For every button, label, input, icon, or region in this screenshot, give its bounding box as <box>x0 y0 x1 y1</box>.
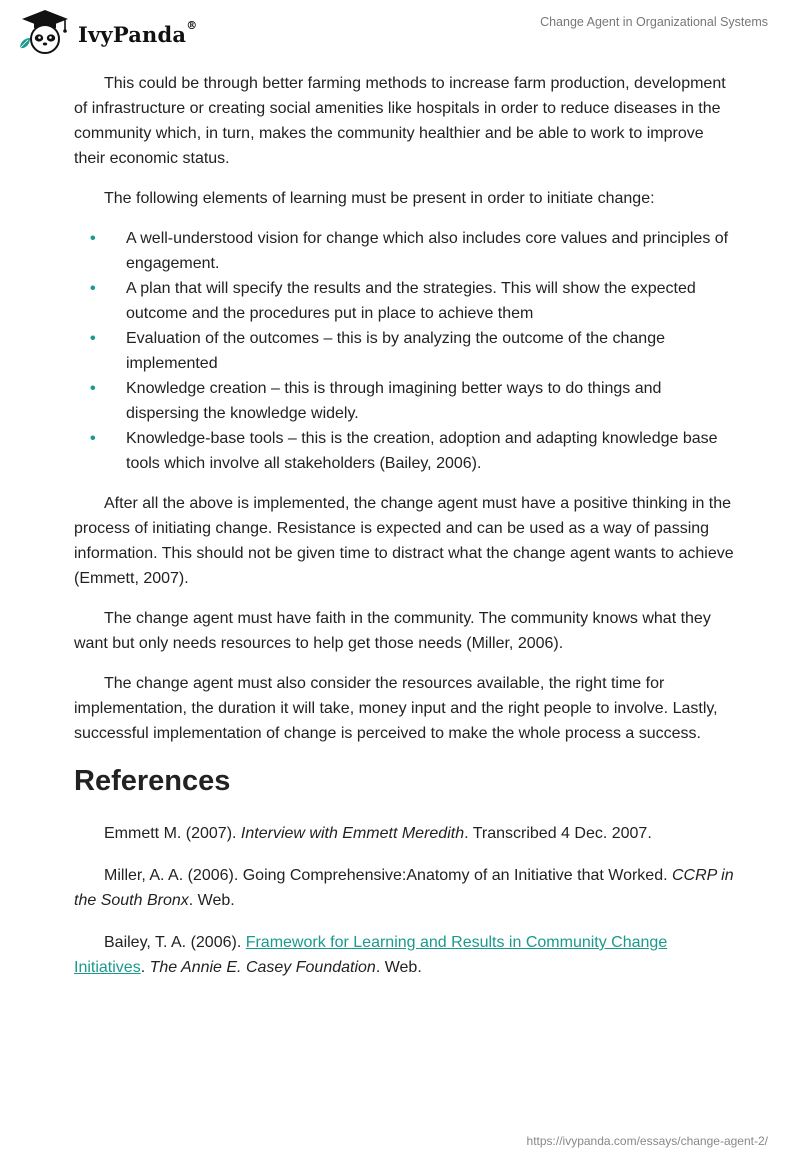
panda-logo-icon <box>14 8 76 56</box>
paragraph: This could be through better farming methods to increase farm production, development of infrastructure or creating social amenities like hospitals in order to reduce diseases in the community which, in turn, makes the community healthier and be able to work to improve their economic status. <box>74 75 726 167</box>
list-item <box>74 376 734 426</box>
paragraph: The change agent must also consider the resources available, the right time for implementation, the duration it will take, money input and the right people to involve. Lastly, successful implementation of change is perceived to make the whole process a success. <box>74 675 718 742</box>
reference-entry <box>74 821 734 846</box>
reference-text: Bailey, T. A. (2006). <box>104 934 246 951</box>
references-heading: References <box>74 765 231 797</box>
reference-text: . Transcribed 4 Dec. 2007. <box>464 825 652 842</box>
reference-publisher: The Annie E. Casey Foundation <box>149 959 376 976</box>
list-item-text: Evaluation of the outcomes – this is by analyzing the outcome of the change implemented <box>126 330 665 372</box>
list-item <box>74 226 734 276</box>
paragraph: The following elements of learning must be present in order to initiate change: <box>104 190 655 207</box>
list-item-text: A well-understood vision for change which also includes core values and principles of engagement. <box>126 230 729 272</box>
registered-mark: ® <box>186 19 198 32</box>
bullet-icon: • <box>90 230 96 247</box>
reference-text: . Web. <box>188 892 235 909</box>
list-item-text: Knowledge creation – this is through imagining better ways to do things and dispersing the knowledge widely. <box>126 380 662 422</box>
brand-name: IvyPanda® <box>78 19 198 47</box>
essay-content <box>74 71 734 997</box>
reference-text: . <box>140 959 150 976</box>
bullet-icon: • <box>90 330 96 347</box>
list-item <box>74 326 734 376</box>
reference-title: Interview with Emmett Meredith <box>240 825 465 842</box>
list-item <box>74 426 734 476</box>
paragraph: After all the above is implemented, the change agent must have a positive thinking in the process of initiating change. Resistance is expected and can be used as a way of passing information. This should not be given time to distract what the change agent wants to achieve (Emmett, 2007). <box>74 495 734 587</box>
reference-text: Miller, A. A. (2006). Going Comprehensive:Anatomy of an Initiative that Worked. <box>104 867 672 884</box>
list-item-text: Knowledge-base tools – this is the creation, adoption and adapting knowledge base tools which involve all stakeholders (Bailey, 2006). <box>126 430 718 472</box>
source-url[interactable]: https://ivypanda.com/essays/change-agent-2/ <box>526 1134 768 1148</box>
reference-entry <box>74 863 734 913</box>
reference-text: . Web. <box>375 959 422 976</box>
reference-entry <box>74 930 734 980</box>
bullet-icon: • <box>90 280 96 297</box>
reference-title: CCRP in the South Bronx <box>74 867 734 909</box>
list-item <box>74 276 734 326</box>
ivypanda-logo[interactable] <box>14 8 204 56</box>
framework-reference-link[interactable]: Framework for Learning and Results in Community Change Initiatives <box>74 934 668 976</box>
learning-elements-list <box>74 226 734 476</box>
page-header <box>0 0 800 64</box>
bullet-icon: • <box>90 380 96 397</box>
document-title: Change Agent in Organizational Systems <box>540 15 768 29</box>
reference-text: Emmett M. (2007). <box>104 825 241 842</box>
list-item-text: A plan that will specify the results and the strategies. This will show the expected outcome and the procedures put in place to achieve them <box>126 280 696 322</box>
paragraph: The change agent must have faith in the community. The community knows what they want but only needs resources to help get those needs (Miller, 2006). <box>74 610 711 652</box>
bullet-icon: • <box>90 430 96 447</box>
